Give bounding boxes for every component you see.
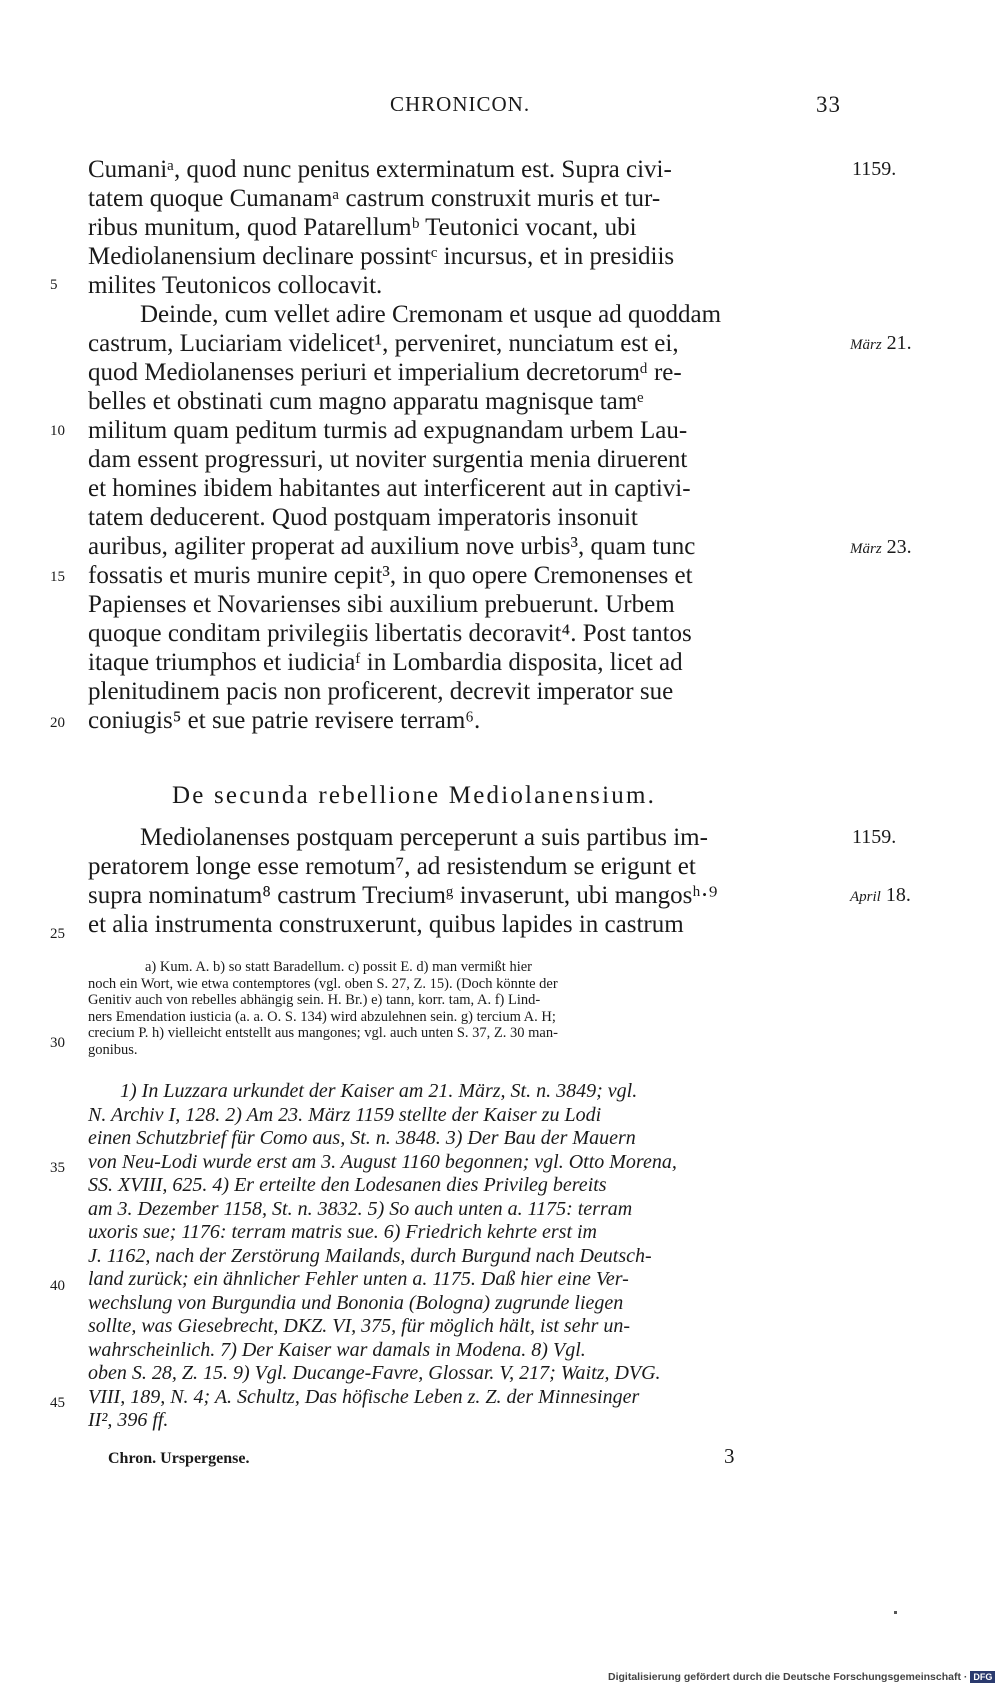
line-number: 30 bbox=[50, 1035, 65, 1051]
text-line: peratorem longe esse remotum⁷, ad resistendum se erigunt et bbox=[88, 853, 696, 880]
critical-note-line: gonibus. bbox=[88, 1041, 138, 1058]
text-line: milites Teutonicos collocavit. bbox=[88, 272, 383, 299]
footnote-line: II², 396 ff. bbox=[88, 1409, 169, 1431]
text-line: plenitudinem pacis non proficerent, decrevit imperator sue bbox=[88, 678, 674, 705]
text-line: et homines ibidem habitantes aut interficerent aut in captivi- bbox=[88, 475, 691, 502]
text-line: Cumaniᵃ, quod nunc penitus exterminatum est. Supra civi- bbox=[88, 156, 672, 183]
text-line: castrum, Luciariam videlicet¹, perveniret, nunciatum est ei, bbox=[88, 330, 679, 357]
text-line: militum quam peditum turmis ad expugnandam urbem Lau- bbox=[88, 417, 688, 444]
text-line: Mediolanensium declinare possintᶜ incursus, et in presidiis bbox=[88, 243, 675, 270]
text-line: Deinde, cum vellet adire Cremonam et usque ad quoddam bbox=[140, 301, 722, 328]
footnote-line: oben S. 28, Z. 15. 9) Vgl. Ducange-Favre, Glossar. V, 217; Waitz, DVG. bbox=[88, 1362, 661, 1384]
text-line: tatem deducerent. Quod postquam imperatoris insonuit bbox=[88, 504, 638, 531]
footnote-line: land zurück; ein ähnlicher Fehler unten a. 1175. Daß hier eine Ver- bbox=[88, 1268, 629, 1290]
running-title: CHRONICON. bbox=[390, 92, 531, 116]
text-line: supra nominatum⁸ castrum Treciumᵍ invaserunt, ubi mangosʰ·⁹ bbox=[88, 882, 718, 909]
line-number: 15 bbox=[50, 569, 65, 585]
section-text bbox=[88, 823, 848, 939]
line-number: 25 bbox=[50, 926, 65, 942]
critical-note-line: Genitiv auch von rebelles abhängig sein. H. Br.) e) tann, korr. tam, A. f) Lind- bbox=[88, 992, 541, 1008]
text-line: Mediolanenses postquam perceperunt a suis partibus im- bbox=[140, 824, 708, 851]
scan-speck bbox=[894, 1611, 897, 1614]
text-line: quoque conditam privilegiis libertatis decoravit⁴. Post tantos bbox=[88, 620, 692, 647]
footnote-line: N. Archiv I, 128. 2) Am 23. März 1159 stellte der Kaiser zu Lodi bbox=[88, 1103, 602, 1126]
text-line: et alia instrumenta construxerunt, quibus lapides in castrum bbox=[88, 911, 684, 938]
footnote-line: sollte, was Giesebrecht, DKZ. VI, 375, für möglich hält, ist sehr un- bbox=[88, 1315, 631, 1337]
sheet-signature: Chron. Urspergense. bbox=[108, 1450, 250, 1467]
section-title: De secunda rebellione Mediolanensium. bbox=[172, 782, 657, 809]
footnote-line: von Neu-Lodi wurde erst am 3. August 1160 begonnen; vgl. Otto Morena, bbox=[88, 1150, 677, 1173]
line-number: 35 bbox=[50, 1160, 65, 1176]
footnotes bbox=[88, 1080, 848, 1433]
page-number: 33 bbox=[816, 92, 841, 117]
sheet-number: 3 bbox=[724, 1444, 735, 1468]
footnote-line: J. 1162, nach der Zerstörung Mailands, durch Burgund nach Deutsch- bbox=[88, 1244, 652, 1267]
text-line: coniugis⁵ et sue patrie revisere terram⁶. bbox=[88, 707, 481, 734]
margin-date: März 23. bbox=[850, 536, 912, 558]
text-line: auribus, agiliter properat ad auxilium nove urbis³, quam tunc bbox=[88, 533, 696, 560]
digitization-notice bbox=[608, 1671, 995, 1683]
text-line: Papienses et Novarienses sibi auxilium prebuerunt. Urbem bbox=[88, 591, 675, 618]
main-text bbox=[88, 155, 848, 735]
dfg-logo: DFG bbox=[970, 1671, 995, 1683]
text-line: itaque triumphos et iudiciaᶠ in Lombardia disposita, licet ad bbox=[88, 649, 683, 676]
margin-year: 1159. bbox=[852, 158, 897, 180]
critical-note-line: a) Kum. A. b) so statt Baradellum. c) possit E. d) man vermißt hier bbox=[145, 959, 532, 975]
footnote-line: uxoris sue; 1176: terram matris sue. 6) Friedrich kehrte erst im bbox=[88, 1221, 598, 1243]
footnote-line: wahrscheinlich. 7) Der Kaiser war damals in Modena. 8) Vgl. bbox=[88, 1338, 586, 1361]
text-line: belles et obstinati cum magno apparatu magnisque tamᵉ bbox=[88, 388, 644, 415]
footnote-line: 1) In Luzzara urkundet der Kaiser am 21. März, St. n. 3849; vgl. bbox=[120, 1080, 638, 1102]
critical-note-line: crecium P. h) vielleicht entstellt aus mangones; vgl. auch unten S. 37, Z. 30 man- bbox=[88, 1025, 558, 1041]
text-line: dam essent progressuri, ut noviter surgentia menia diruerent bbox=[88, 446, 688, 473]
text-line: ribus munitum, quod Patarellumᵇ Teutonici vocant, ubi bbox=[88, 214, 637, 241]
footnote-line: einen Schutzbrief für Como aus, St. n. 3848. 3) Der Bau der Mauern bbox=[88, 1127, 636, 1149]
line-number: 5 bbox=[50, 277, 58, 293]
margin-date: April 18. bbox=[850, 884, 911, 906]
line-number: 10 bbox=[50, 423, 65, 439]
margin-date: März 21. bbox=[850, 332, 912, 354]
footnote-line: am 3. Dezember 1158, St. n. 3832. 5) So auch unten a. 1175: terram bbox=[88, 1197, 633, 1220]
footnote-line: VIII, 189, N. 4; A. Schultz, Das höfische Leben z. Z. der Minnesinger bbox=[88, 1385, 640, 1408]
text-line: tatem quoque Cumanamᵃ castrum construxit muris et tur- bbox=[88, 185, 661, 212]
line-number: 45 bbox=[50, 1395, 65, 1411]
critical-note-line: noch ein Wort, wie etwa contemptores (vgl. oben S. 27, Z. 15). (Doch könnte der bbox=[88, 975, 558, 992]
footnote-line: wechslung von Burgundia und Bononia (Bologna) zugrunde liegen bbox=[88, 1291, 624, 1314]
footnote-line: SS. XVIII, 625. 4) Er erteilte den Lodesanen dies Privileg bereits bbox=[88, 1174, 607, 1196]
margin-year: 1159. bbox=[852, 826, 897, 848]
text-line: quod Mediolanenses periuri et imperialium decretorumᵈ re- bbox=[88, 359, 682, 386]
text-line: fossatis et muris munire cepit³, in quo opere Cremonenses et bbox=[88, 562, 693, 589]
digitization-text: Digitalisierung gefördert durch die Deutsche Forschungsgemeinschaft · bbox=[608, 1671, 968, 1683]
line-number: 40 bbox=[50, 1278, 65, 1294]
critical-note-line: ners Emendation iusticia (a. a. O. S. 134) wird abzulehnen sein. g) tercium A. H; bbox=[88, 1008, 556, 1025]
critical-notes bbox=[88, 959, 848, 1058]
line-number: 20 bbox=[50, 715, 65, 731]
